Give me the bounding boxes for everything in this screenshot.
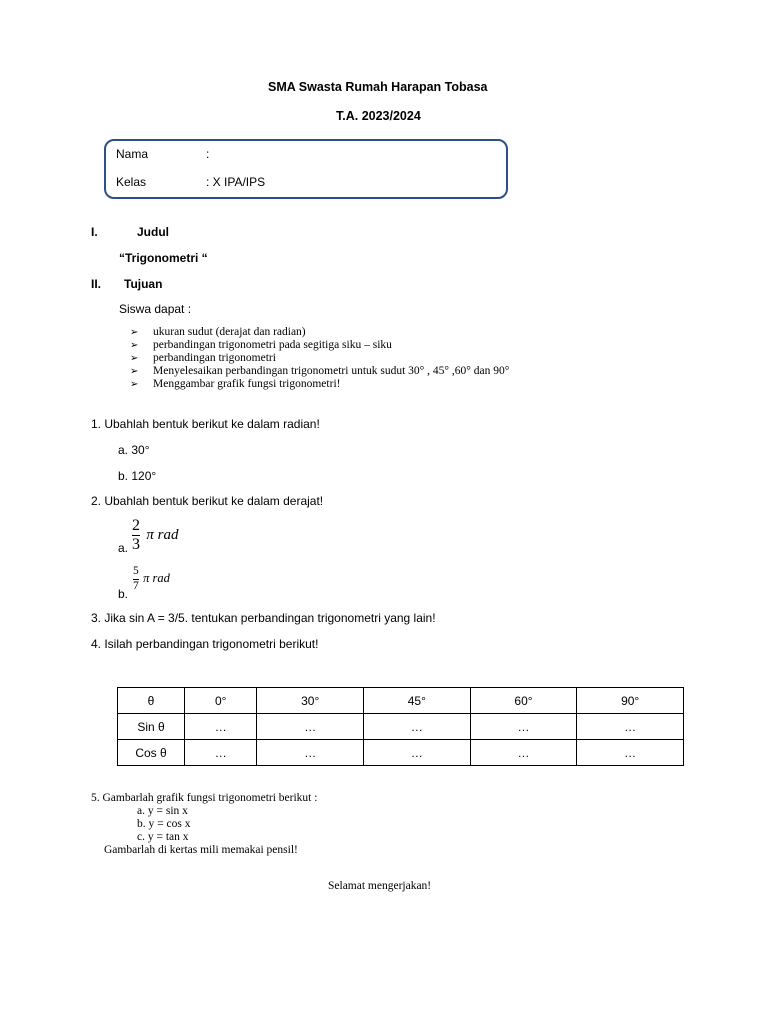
table-cell: … [185,740,257,766]
table-header-row [118,688,684,714]
table-cell: … [364,714,471,740]
class-label: Kelas [116,175,147,189]
question-1-a: a. 30° [118,443,150,457]
name-value: : [206,147,210,161]
table-header-cell: 45° [364,688,471,714]
list-item [130,378,509,391]
school-title: SMA Swasta Rumah Harapan Tobasa [268,80,488,94]
question-2: 2. Ubahlah bentuk berikut ke dalam derajat! [91,494,324,508]
arrow-bullet-icon: ➢ [130,366,139,377]
arrow-bullet-icon: ➢ [130,340,139,351]
table-header-cell: 60° [470,688,577,714]
question-2-b-expression [133,566,170,592]
objectives-intro: Siswa dapat : [119,302,192,316]
question-5-a: a. y = sin x [137,805,188,817]
table-header-cell: θ [118,688,185,714]
objective-text: Menggambar grafik fungsi trigonometri! [153,378,341,390]
table-cell: … [257,714,364,740]
table-cell: … [364,740,471,766]
question-5-b: b. y = cos x [137,818,191,830]
fraction-numerator: 5 [133,565,139,577]
table-cell: Sin θ [118,714,185,740]
student-info-box [104,139,508,199]
fraction [132,518,140,553]
table-cell: … [185,714,257,740]
question-2-a-label: a. [118,541,129,555]
list-item [130,352,509,365]
closing-text: Selamat mengerjakan! [328,880,432,892]
section-2-number: II. [91,277,102,291]
section-1-content: “Trigonometri “ [119,251,208,265]
question-2-a-expression [132,518,178,553]
class-value: : X IPA/IPS [206,175,266,189]
fraction-denominator: 7 [133,579,139,592]
objective-text: ukuran sudut (derajat dan radian) [153,326,306,338]
arrow-bullet-icon: ➢ [130,327,139,338]
table-cell: … [577,740,684,766]
arrow-bullet-icon: ➢ [130,379,139,390]
table-header-cell: 0° [185,688,257,714]
question-5-note: Gambarlah di kertas mili memakai pensil! [104,844,298,856]
question-5: 5. Gambarlah grafik fungsi trigonometri berikut : [91,792,318,804]
table-header-cell: 90° [577,688,684,714]
trig-table [117,687,684,766]
section-1-heading: Judul [137,225,169,239]
table-row [118,740,684,766]
table-row [118,714,684,740]
academic-year: T.A. 2023/2024 [336,109,421,123]
table-header-cell: 30° [257,688,364,714]
table-cell: … [257,740,364,766]
question-3: 3. Jika sin A = 3/5. tentukan perbandingan trigonometri yang lain! [91,611,436,625]
objectives-list [130,326,509,391]
list-item [130,326,509,339]
objective-text: Menyelesaikan perbandingan trigonometri untuk sudut 30° , 45° ,60° dan 90° [153,365,510,377]
objective-text: perbandingan trigonometri [153,352,276,364]
section-2-heading: Tujuan [124,277,163,291]
fraction-numerator: 2 [132,517,140,534]
objective-text: perbandingan trigonometri pada segitiga siku – siku [153,339,392,351]
question-2-b-label: b. [118,587,129,601]
table-cell: Cos θ [118,740,185,766]
question-4: 4. Isilah perbandingan trigonometri berikut! [91,637,319,651]
question-1-b: b. 120° [118,469,157,483]
section-1-number: I. [91,225,98,239]
fraction [133,566,139,592]
question-1: 1. Ubahlah bentuk berikut ke dalam radian! [91,417,320,431]
question-5-c: c. y = tan x [137,831,189,843]
fraction-denominator: 3 [132,536,140,553]
expression-rest: π rad [143,571,170,586]
name-label: Nama [116,147,149,161]
table-cell: … [470,714,577,740]
table-cell: … [577,714,684,740]
expression-rest: π rad [146,526,179,543]
table-cell: … [470,740,577,766]
arrow-bullet-icon: ➢ [130,353,139,364]
list-item [130,339,509,352]
list-item [130,365,509,378]
